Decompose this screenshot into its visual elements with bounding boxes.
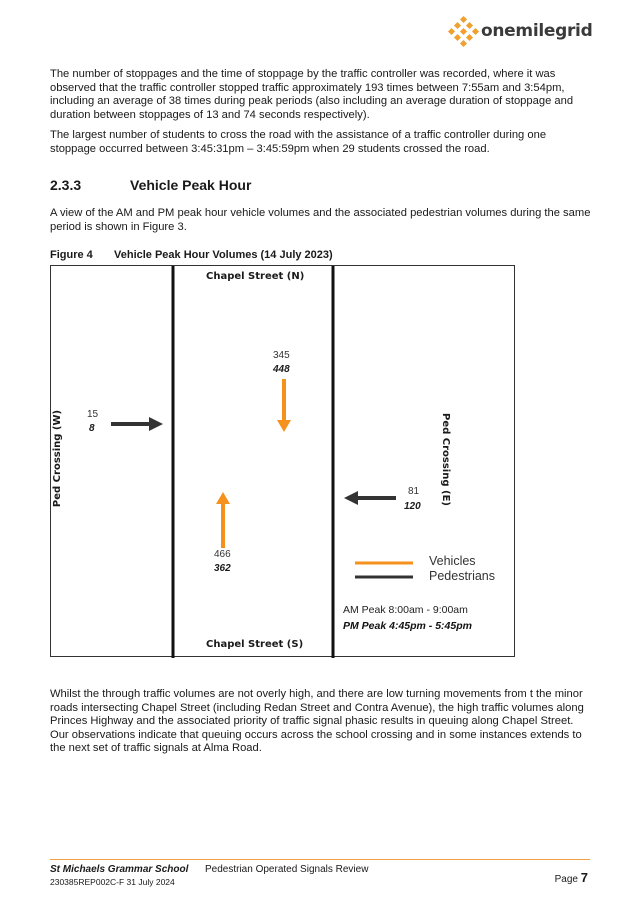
paragraph-largest-crossing: The largest number of students to cross the road with the assistance of a traffic controller during one stoppage occurred between 3:45:31pm – 3:45:59pm when 29 students crossed the road. [50, 129, 547, 155]
southbound-am-volume: 345 [273, 350, 290, 361]
southbound-vehicle-arrow [277, 379, 291, 432]
legend-pedestrians-label: Pedestrians [429, 569, 496, 583]
section-title: Vehicle Peak Hour [130, 177, 252, 193]
figure-number: Figure 4 [50, 249, 93, 261]
legend-vehicles-label: Vehicles [429, 554, 476, 568]
figure-title: Vehicle Peak Hour Volumes (14 July 2023) [114, 249, 333, 261]
northbound-pm-volume: 362 [214, 563, 231, 574]
am-peak-label: AM Peak 8:00am - 9:00am [343, 604, 468, 616]
logo-text: onemilegrid [481, 21, 593, 41]
street-label-north: Chapel Street (N) [206, 271, 305, 282]
southbound-pm-volume: 448 [273, 364, 290, 375]
northbound-vehicle-arrow [216, 492, 230, 548]
ped-crossing-west-label: Ped Crossing (W) [52, 409, 64, 508]
paragraph-stoppages: The number of stoppages and the time of stoppage by the traffic controller was recorded, where it was observed that the traffic controller stopped traffic approximately 193 times between 7:55am and 3:54pm, including an average of 38 times during peak periods (also including an average duration of stoppage and duration between stoppages of 13 and 74 seconds respectively). [50, 68, 574, 121]
footer-page-number: 7 [580, 870, 588, 885]
street-label-south: Chapel Street (S) [206, 639, 304, 650]
footer-reference: 230385REP002C-F 31 July 2024 [50, 877, 175, 887]
footer-school-name: St Michaels Grammar School [50, 864, 189, 875]
peak-hour-diagram [50, 265, 515, 657]
ped-east-pm-volume: 120 [404, 501, 421, 512]
paragraph-queuing: Whilst the through traffic volumes are not overly high, and there are low turning movements from t the minor roads intersecting Chapel Street (including Redan Street and Contra Avenue), the high traffic volumes along Princes Highway and the associated priority of traffic signal phasic results in queuing along Chapel Street. Our observations indicate that queuing occurs across the school crossing and in some instances extends to the next set of traffic signals at Alma Road. [50, 688, 584, 755]
figure-caption [50, 249, 333, 261]
logo-grid-icon [448, 16, 480, 48]
ped-west-pm-volume: 8 [89, 423, 95, 434]
footer-page-label: Page [554, 874, 578, 885]
section-number: 2.3.3 [50, 177, 82, 193]
paragraph-figure-intro: A view of the AM and PM peak hour vehicle volumes and the associated pedestrian volumes during the same period is shown in Figure 3. [50, 207, 591, 233]
section-heading [50, 177, 251, 193]
company-logo [448, 16, 593, 48]
ped-east-am-volume: 81 [408, 486, 420, 497]
pm-peak-label: PM Peak 4:45pm - 5:45pm [343, 620, 472, 632]
footer-page [555, 870, 588, 885]
northbound-am-volume: 466 [214, 549, 231, 560]
ped-west-am-volume: 15 [87, 409, 99, 420]
footer-divider [50, 859, 590, 860]
ped-crossing-east-label: Ped Crossing (E) [439, 413, 451, 506]
footer-report-title: Pedestrian Operated Signals Review [205, 864, 369, 875]
east-pedestrian-arrow [344, 491, 396, 505]
west-pedestrian-arrow [111, 417, 163, 431]
